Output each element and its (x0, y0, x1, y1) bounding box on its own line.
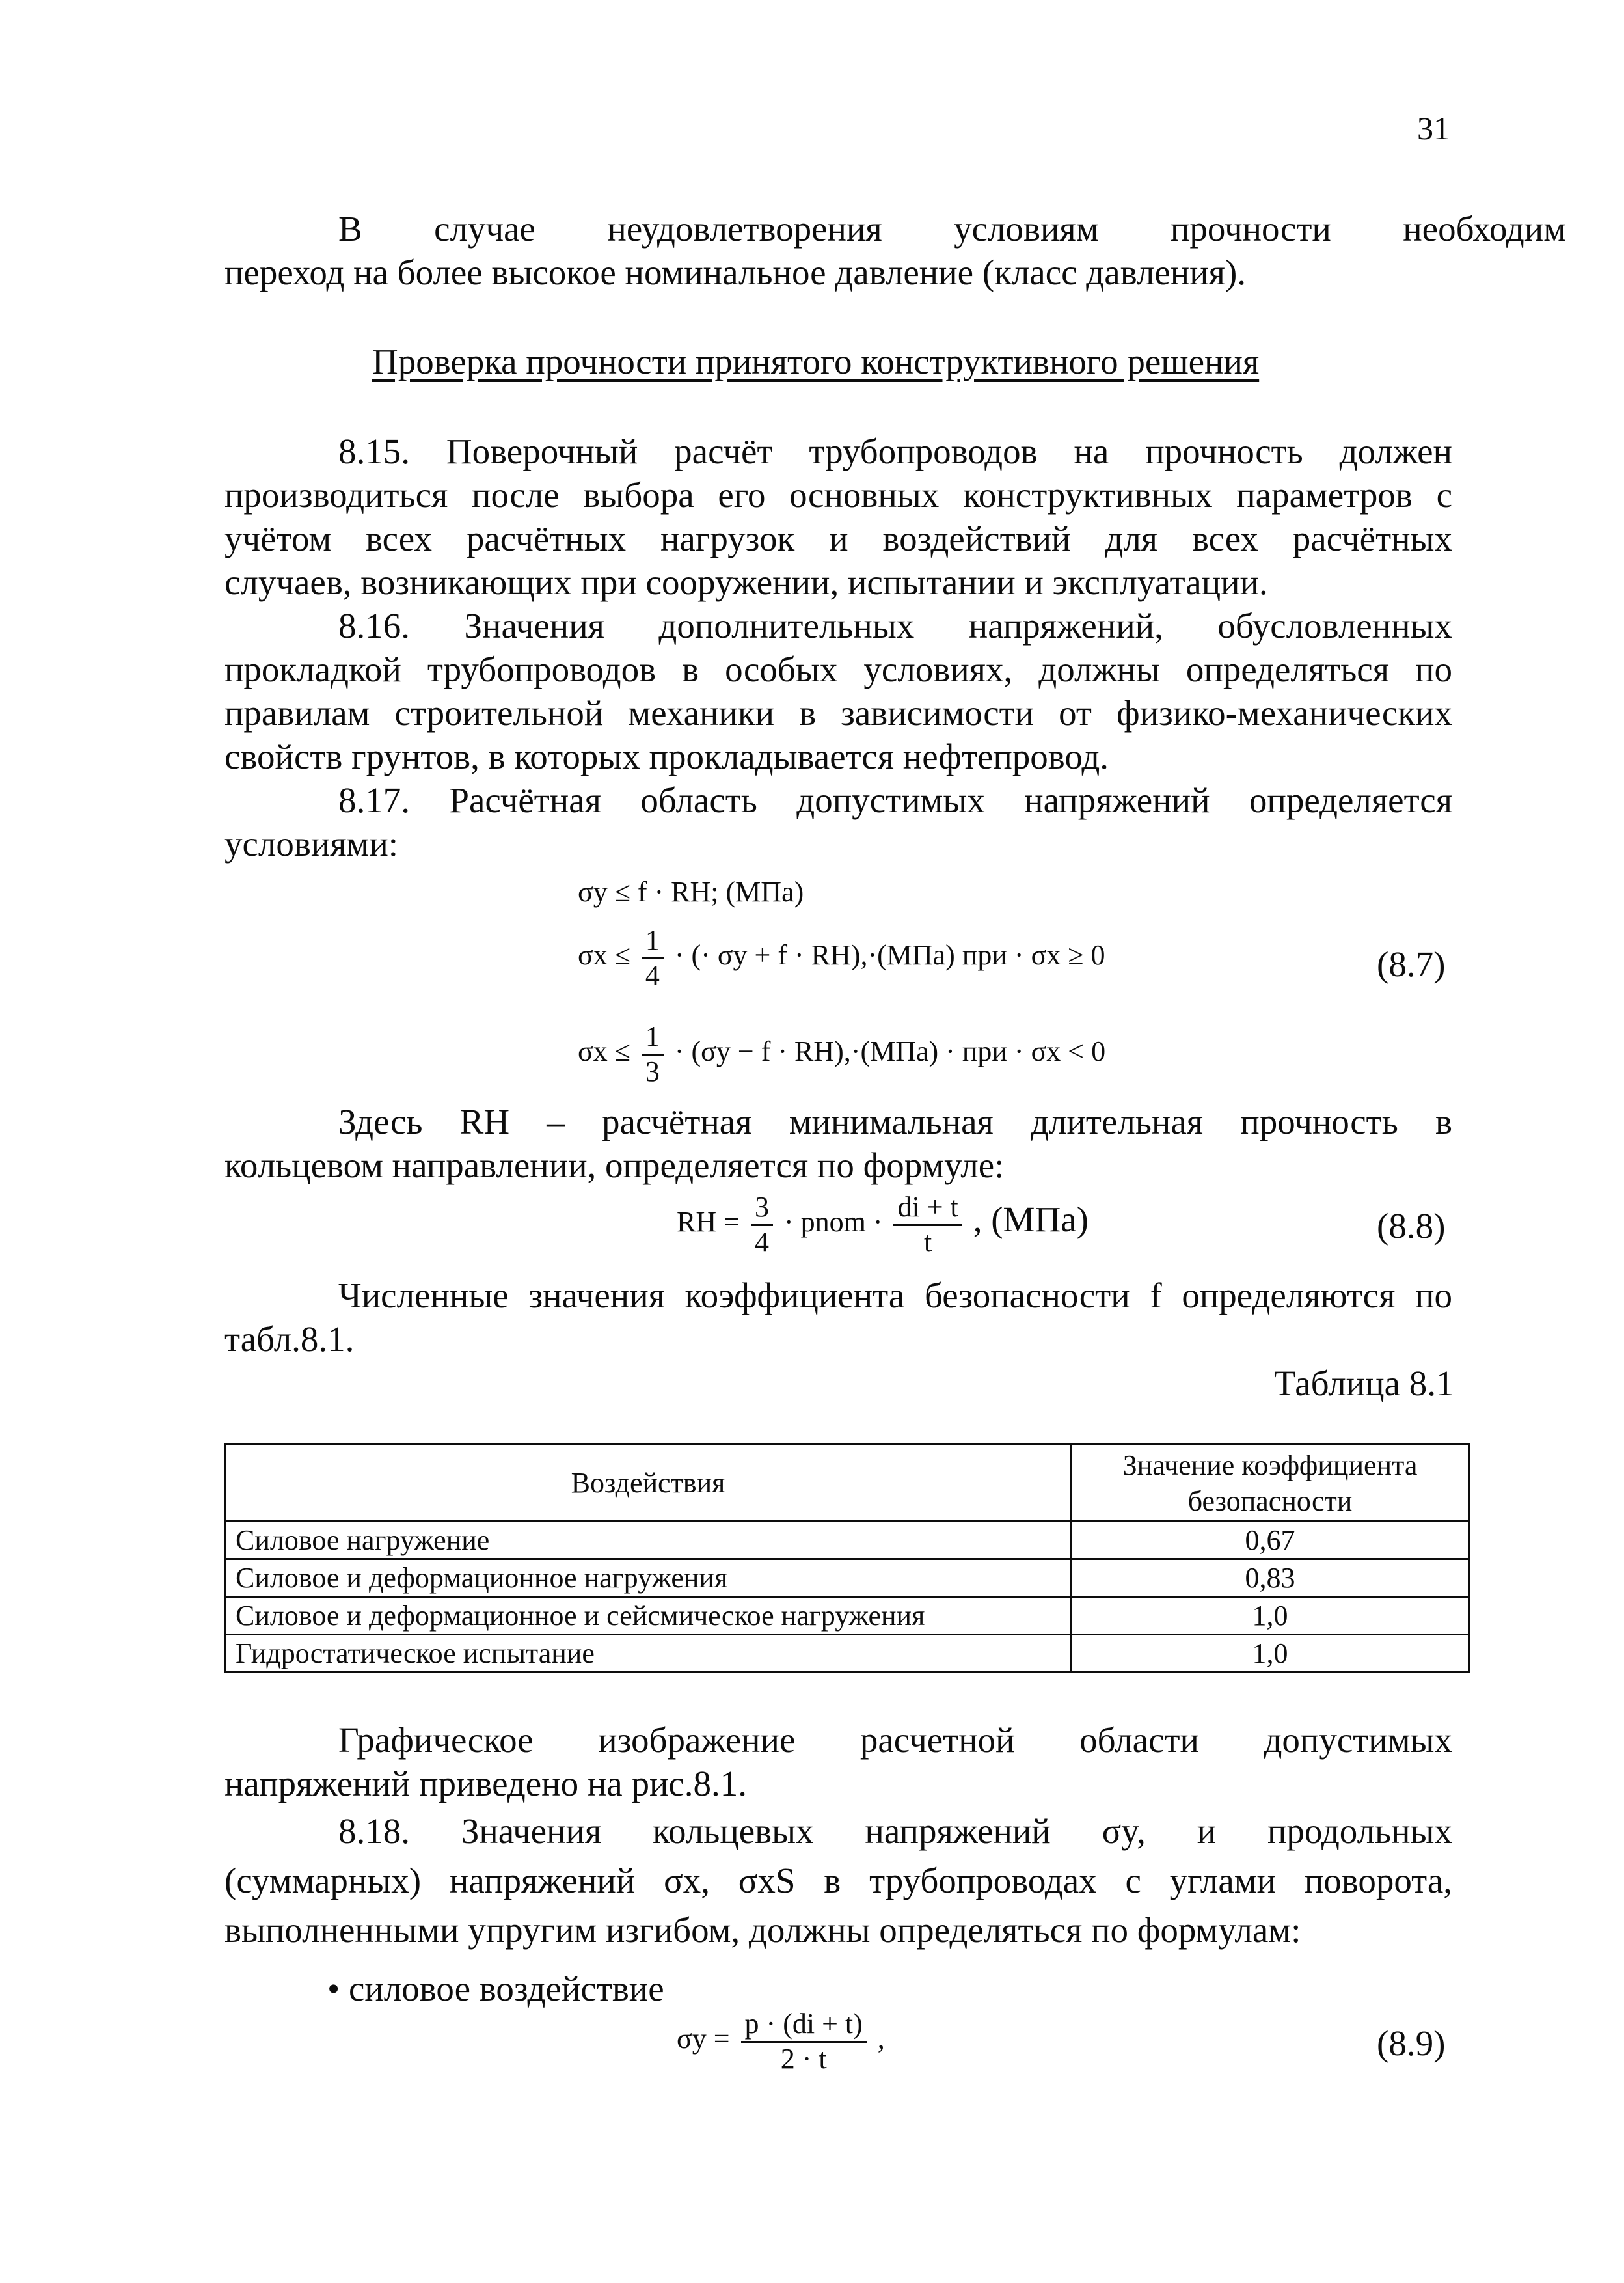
p818-line-3: выполненными упругим изгибом, должны определяться по формулам: (224, 1910, 1301, 1950)
row-1-impact: Силовое нагружение (226, 1522, 1071, 1559)
f89-lhs: σy = (677, 2023, 730, 2055)
f87-l2-right: · (· σy + f · RН),·(МПа) при · σx ≥ 0 (674, 939, 1105, 972)
f87-l3-num: 1 (642, 1020, 664, 1056)
p816-line-3: правилам строительной механики в зависимости от физико-механических (224, 693, 1452, 733)
formula-8-9 (677, 2008, 885, 2075)
row-4-impact: Гидростатическое испытание (226, 1635, 1071, 1673)
table-row (226, 1522, 1470, 1559)
p816-line-2: прокладкой трубопроводов в особых условиях, должны определяться по (224, 649, 1452, 689)
f88-frac2-den: t (923, 1225, 932, 1258)
formula-8-7-line-2 (578, 924, 1105, 992)
paragraph-8-17 (224, 778, 1452, 866)
row-3-impact: Силовое и деформационное и сейсмическое нагружения (226, 1597, 1071, 1635)
intro-line-2: переход на более высокое номинальное давление (класс давления). (224, 253, 1247, 292)
p815-line-2: производиться после выбора его основных конструктивных параметров с (224, 475, 1452, 515)
f87-l2-fraction (642, 924, 664, 992)
page-number: 31 (1417, 110, 1450, 146)
row-1-value: 0,67 (1071, 1522, 1470, 1559)
p817-line-2: условиями: (224, 824, 399, 864)
header-impacts: Воздействия (226, 1445, 1071, 1522)
paragraph-8-16 (224, 604, 1452, 778)
f88-mid: · pnom · (783, 1206, 883, 1238)
f88-fraction-2 (893, 1191, 962, 1259)
paragraph-graphic (224, 1718, 1452, 1805)
f89-den: 2 · t (780, 2042, 827, 2075)
p816-line-4: свойств грунтов, в которых прокладывается нефтепровод. (224, 737, 1109, 776)
paragraph-here (224, 1100, 1452, 1187)
f88-lhs: RН = (677, 1206, 740, 1238)
f87-l3-right: · (σy − f · RН),·(МПа) · при · σx < 0 (674, 1035, 1106, 1068)
p817-line-1: 8.17. Расчётная область допустимых напряжений определяется (338, 780, 1452, 820)
table-row (226, 1597, 1470, 1635)
p815-line-4: случаев, возникающих при сооружении, испытании и эксплуатации. (224, 562, 1268, 602)
equation-number-8-7: (8.7) (1377, 944, 1446, 984)
intro-paragraph (224, 207, 1566, 294)
row-3-value: 1,0 (1071, 1597, 1470, 1635)
f87-l2-den: 4 (645, 959, 660, 991)
bullet-item (327, 1968, 664, 2009)
formula-8-8 (677, 1191, 1089, 1259)
table-caption: Таблица 8.1 (1274, 1363, 1454, 1403)
intro-line-1: В случае неудовлетворения условиям прочности необходим (338, 209, 1566, 249)
here-line-1: Здесь RН – расчётная минимальная длительная прочность в (338, 1102, 1452, 1142)
p816-line-1: 8.16. Значения дополнительных напряжений, обусловленных (338, 606, 1452, 646)
numeric-line-2: табл.8.1. (224, 1319, 355, 1359)
f89-rhs: , (877, 2023, 885, 2055)
f88-rhs: , (МПа) (973, 1199, 1089, 1240)
header-coefficient: Значение коэффициента безопасности (1071, 1445, 1470, 1522)
f89-num: p · (di + t) (741, 2008, 867, 2043)
equation-number-8-9: (8.9) (1377, 2023, 1446, 2063)
p815-line-3: учётом всех расчётных нагрузок и воздействий для всех расчётных (224, 519, 1452, 558)
bullet-marker: • (327, 1969, 340, 2008)
p818-line-1: 8.18. Значения кольцевых напряжений σy, и продольных (338, 1811, 1452, 1851)
formula-8-7-line-1: σy ≤ f · RН; (МПа) (578, 876, 804, 908)
row-2-value: 0,83 (1071, 1559, 1470, 1597)
f88-frac1-num: 3 (751, 1191, 773, 1226)
row-2-impact: Силовое и деформационное нагружения (226, 1559, 1071, 1597)
f87-l2-num: 1 (642, 924, 664, 959)
p815-line-1: 8.15. Поверочный расчёт трубопроводов на прочность должен (338, 431, 1452, 471)
f87-l3-left: σx ≤ (578, 1035, 630, 1068)
formula-8-7-line-3 (578, 1020, 1105, 1088)
f87-l2-left: σx ≤ (578, 939, 630, 972)
row-4-value: 1,0 (1071, 1635, 1470, 1673)
section-heading: Проверка прочности принятого конструктивного решения (372, 342, 1260, 381)
numeric-line-1: Численные значения коэффициента безопасности f определяются по (338, 1276, 1452, 1315)
paragraph-numeric (224, 1274, 1452, 1361)
f89-fraction (741, 2008, 867, 2075)
f87-l3-den: 3 (645, 1055, 660, 1087)
graphic-line-2: напряжений приведено на рис.8.1. (224, 1764, 748, 1803)
paragraph-8-18 (224, 1807, 1452, 1955)
p818-line-2: (суммарных) напряжений σx, σxS в трубопроводах с углами поворота, (224, 1861, 1452, 1900)
table-header-row (226, 1445, 1470, 1522)
paragraph-8-15 (224, 430, 1452, 604)
table-row (226, 1635, 1470, 1673)
equation-number-8-8: (8.8) (1377, 1206, 1446, 1246)
bullet-text: силовое воздействие (349, 1969, 664, 2008)
f88-frac2-num: di + t (893, 1191, 962, 1226)
table-row (226, 1559, 1470, 1597)
f87-l3-fraction (642, 1020, 664, 1088)
graphic-line-1: Графическое изображение расчетной области допустимых (338, 1720, 1452, 1760)
f88-fraction-1 (751, 1191, 773, 1259)
here-line-2: кольцевом направлении, определяется по формуле: (224, 1145, 1005, 1185)
coefficients-table (224, 1443, 1470, 1673)
f88-frac1-den: 4 (754, 1225, 769, 1258)
